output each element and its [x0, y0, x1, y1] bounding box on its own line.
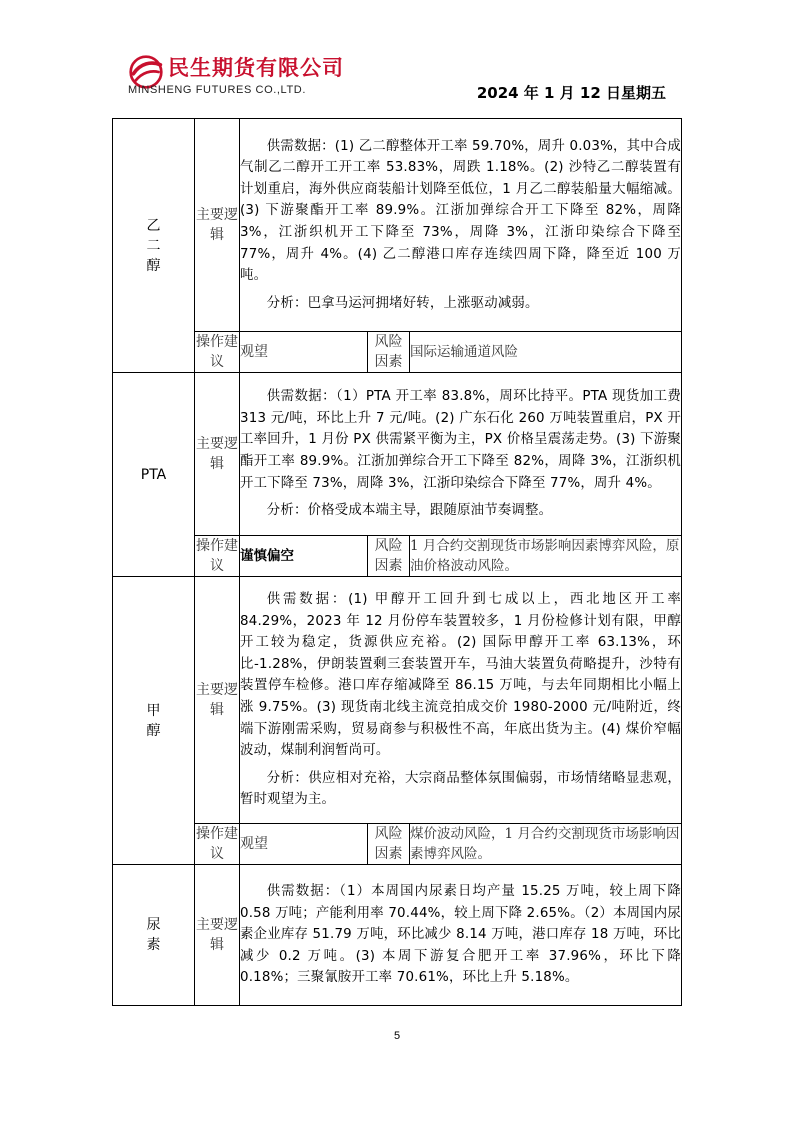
supply-demand-paragraph: 供需数据：（1）本周国内尿素日均产量 15.25 万吨，较上周下降 0.58 万吨；产能利用率 70.44%，较上周下降 2.65%。（2）本周国内尿素企业库存 51.79 万吨，环比减少 8.14 万吨，港口库存 18 万吨，环比减少 0.2 万吨。(3) 本周下游复合肥开工率 37.96%，环比下降 0.18%；三聚氰胺开工率 70.61%，环比上升 5.18%。	[240, 884, 681, 986]
ops-row	[113, 824, 682, 865]
section-row-methanol	[113, 577, 682, 824]
section-row-meg	[113, 119, 682, 332]
analysis-paragraph: 分析：价格受成本端主导，跟随原油节奏调整。	[266, 503, 553, 519]
section-row-pta	[113, 373, 682, 536]
ops-row	[113, 332, 682, 373]
company-logo	[128, 52, 368, 102]
category-label: PTA	[140, 466, 167, 483]
logic-content	[240, 119, 682, 332]
ops-label: 操作建议	[195, 332, 240, 373]
ops-value: 观望	[240, 332, 368, 373]
category-label: 尿素	[146, 917, 161, 953]
section-row-urea	[113, 865, 682, 1006]
category-cell	[113, 577, 195, 865]
supply-demand-paragraph: 供需数据：(1) 甲醇开工回升到七成以上，西北地区开工率 84.29%，2023 年 12 月份停车装置较多，1 月份检修计划有限，甲醇开工较为稳定，货源供应充裕。(2) 国际甲醇开工率 63.13%，环比-1.28%，伊朗装置剩三套装置开车，马油大装置负荷略提升，沙特有装置停车检修。港口库存缩减降至 86.15 万吨，与去年同期相比小幅上涨 9.75%。(3) 现货南北线主流竞拍成交价 1980-2000 元/吨附近，终端下游刚需采购，贸易商参与积极性不高，年底出货为主。(4) 煤价窄幅波动，煤制利润暂尚可。	[240, 592, 681, 759]
ops-row	[113, 536, 682, 577]
ops-label: 操作建议	[195, 536, 240, 577]
category-label: 乙二醇	[146, 217, 161, 274]
supply-demand-paragraph: 供需数据：(1) 乙二醇整体开工率 59.70%，周升 0.03%，其中合成气制乙二醇开工开工率 53.83%，周跌 1.18%。(2) 沙特乙二醇装置有计划重启，海外供应商装船计划降至低位，1 月乙二醇装船量大幅缩减。(3) 下游聚酯开工率 89.9%。江浙加弹综合开工下降至 82%，周降 3%，江浙织机开工下降至 73%，周降 3%，江浙印染综合下降至 77%，周升 4%。(4) 乙二醇港口库存连续四周下降，降至近 100 万吨。	[240, 138, 681, 284]
logic-content	[240, 577, 682, 824]
logic-content	[240, 865, 682, 1006]
category-cell	[113, 373, 195, 577]
category-cell	[113, 119, 195, 373]
logic-label: 主要逻辑	[195, 577, 240, 824]
risk-label: 风险因素	[368, 332, 410, 373]
risk-value: 1 月合约交割现货市场影响因素博弈风险，原油价格波动风险。	[410, 536, 682, 577]
category-label: 甲醇	[146, 702, 161, 739]
ops-value: 观望	[240, 824, 368, 865]
commodity-analysis-table	[112, 118, 682, 1006]
page-header	[0, 0, 794, 120]
risk-value: 煤价波动风险，1 月合约交割现货市场影响因素博弈风险。	[410, 824, 682, 865]
page-number: 5	[393, 1030, 401, 1042]
logic-label: 主要逻辑	[195, 119, 240, 332]
ops-value: 谨慎偏空	[240, 536, 368, 577]
ops-label: 操作建议	[195, 824, 240, 865]
risk-label: 风险因素	[368, 824, 410, 865]
risk-label: 风险因素	[368, 536, 410, 577]
logic-label: 主要逻辑	[195, 373, 240, 536]
company-name-cn: 民生期货有限公司	[168, 56, 344, 80]
report-date: 2024 年 1 月 12 日星期五	[476, 84, 666, 102]
risk-value: 国际运输通道风险	[410, 332, 682, 373]
logic-content	[240, 373, 682, 536]
company-name-en: MINSHENG FUTURES CO.,LTD.	[128, 84, 306, 96]
analysis-paragraph: 分析：供应相对充裕，大宗商品整体氛围偏弱，市场情绪略显悲观，暂时观望为主。	[240, 770, 681, 808]
analysis-paragraph: 分析：巴拿马运河拥堵好转，上涨驱动减弱。	[266, 295, 539, 311]
logic-label: 主要逻辑	[195, 865, 240, 1006]
supply-demand-paragraph: 供需数据：（1）PTA 开工率 83.8%，周环比持平。PTA 现货加工费 313 元/吨，环比上升 7 元/吨。(2) 广东石化 260 万吨装置重启，PX 开工率回升，1 月份 PX 供需紧平衡为主，PX 价格呈震荡走势。(3) 下游聚酯开工率 89.9%。江浙加弹综合开工下降至 82%，周降 3%，江浙织机开工下降至 73%，周降 3%，江浙印染综合下降至 77%，周升 4%。	[240, 389, 681, 491]
category-cell	[113, 865, 195, 1006]
